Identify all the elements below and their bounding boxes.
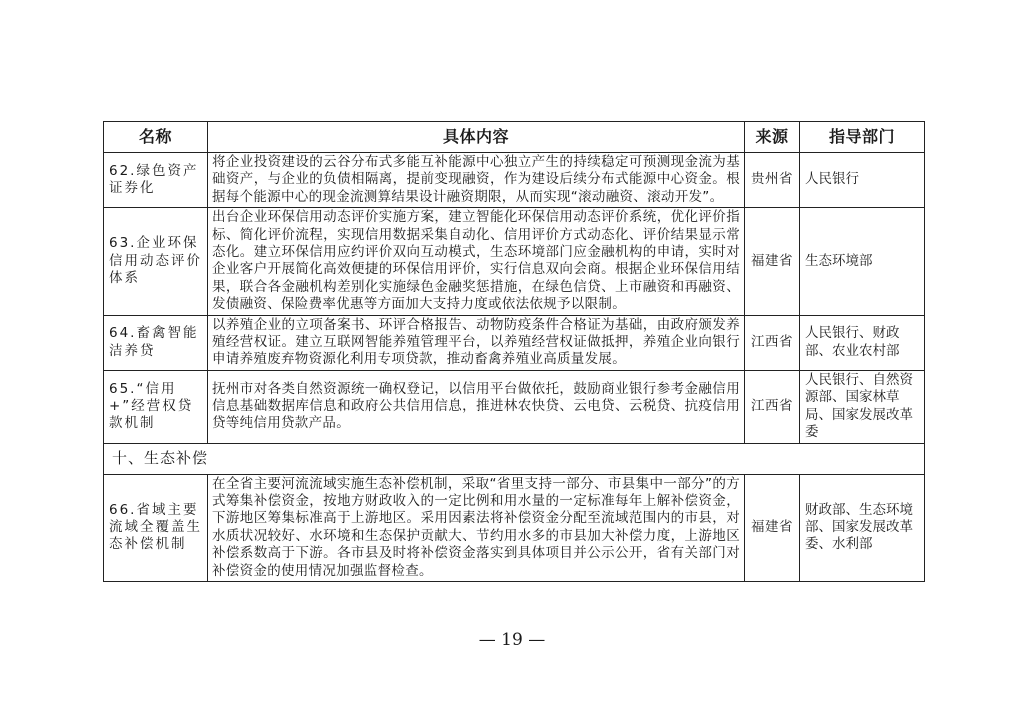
table-row [104, 370, 925, 443]
row-source: 福建省 [745, 474, 800, 581]
row-name: 64.畜禽智能洁养贷 [104, 315, 208, 370]
header-name: 名称 [104, 122, 208, 153]
table-row [104, 208, 925, 315]
row-content: 在全省主要河流流域实施生态补偿机制，采取“省里支持一部分、市县集中一部分”的方式筹集补偿资金，按地方财政收入的一定比例和用水量的一定标准每年上解补偿资金，下游地区筹集标准高于上游地区。采用因素法将补偿资金分配至流域范围内的市县，对水质状况较好、水环境和生态保护贡献大、节约用水多的市县加大补偿力度，上游地区补偿系数高于下游。各市县及时将补偿资金落实到具体项目并公示公开，省有关部门对补偿资金的使用情况加强监督检查。 [208, 474, 745, 581]
table-row [104, 153, 925, 208]
header-dept: 指导部门 [800, 122, 925, 153]
row-content: 抚州市对各类自然资源统一确权登记，以信用平台做依托，鼓励商业银行参考金融信用信息基础数据库信息和政府公共信用信息，推进林农快贷、云电贷、云税贷、抗疫信用贷等纯信用贷款产品。 [208, 370, 745, 443]
row-name: 63.企业环保信用动态评价体系 [104, 208, 208, 315]
section-heading: 十、生态补偿 [104, 443, 925, 474]
row-source: 江西省 [745, 370, 800, 443]
row-source: 福建省 [745, 208, 800, 315]
row-dept: 人民银行 [800, 153, 925, 208]
header-source: 来源 [745, 122, 800, 153]
row-dept: 生态环境部 [800, 208, 925, 315]
row-source: 江西省 [745, 315, 800, 370]
row-name: 65.“信用+”经营权贷款机制 [104, 370, 208, 443]
row-source: 贵州省 [745, 153, 800, 208]
row-dept: 财政部、生态环境部、国家发展改革委、水利部 [800, 474, 925, 581]
row-content: 以养殖企业的立项备案书、环评合格报告、动物防疫条件合格证为基础，由政府颁发养殖经营权证。建立互联网智能养殖管理平台，以养殖经营权证做抵押，养殖企业向银行申请养殖废弃物资源化利用专项贷款，推动畜禽养殖业高质量发展。 [208, 315, 745, 370]
row-content: 将企业投资建设的云谷分布式多能互补能源中心独立产生的持续稳定可预测现金流为基础资产，与企业的负债相隔离，提前变现融资，作为建设后续分布式能源中心资金。根据每个能源中心的现金流测算结果设计融资期限，从而实现“滚动融资、滚动开发”。 [208, 153, 745, 208]
policy-table-container [103, 121, 924, 582]
header-content: 具体内容 [208, 122, 745, 153]
page-number: — 19 — [478, 630, 546, 650]
table-header-row [104, 122, 925, 153]
row-name: 62.绿色资产证券化 [104, 153, 208, 208]
row-dept: 人民银行、财政部、农业农村部 [800, 315, 925, 370]
table-row [104, 474, 925, 581]
row-name: 66.省域主要流域全覆盖生态补偿机制 [104, 474, 208, 581]
row-dept: 人民银行、自然资源部、国家林草局、国家发展改革委 [800, 370, 925, 443]
section-heading-row [104, 443, 925, 474]
policy-table [103, 121, 925, 582]
row-content: 出台企业环保信用动态评价实施方案，建立智能化环保信用动态评价系统，优化评价指标、简化评价流程，实现信用数据采集自动化、信用评价方式动态化、评价结果显示常态化。建立环保信用应约评价双向互动模式，生态环境部门应金融机构的申请，实时对企业客户开展简化高效便捷的环保信用评价，实行信息双向会商。根据企业环保信用结果，联合各金融机构差别化实施绿色金融奖惩措施，在绿色信贷、上市融资和再融资、发债融资、保险费率优惠等方面加大支持力度或依法依规予以限制。 [208, 208, 745, 315]
table-row [104, 315, 925, 370]
